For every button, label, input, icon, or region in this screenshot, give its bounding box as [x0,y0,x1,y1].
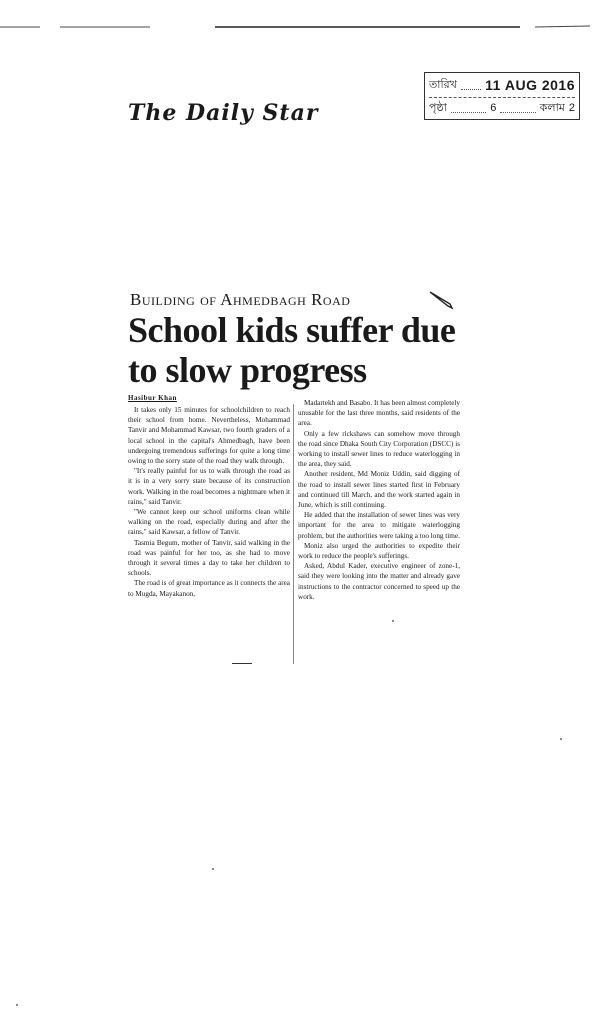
stamp-column-value: 2 [568,102,575,114]
stamp-page-value: 6 [490,102,497,114]
article-paragraph: Only a few rickshaws can somehow move through the road since Dhaka South City Corporation (DSCC) is working to install sewer lines to reduce waterlogging in the area, they said. [298,429,460,469]
scan-speck [16,1004,18,1006]
stamp-date-value: 11 AUG 2016 [485,77,575,93]
article-paragraph: "We cannot keep our school uniforms clean while walking on the road, especially during and after the rains," said Kawsar, a fellow of Tanvir. [128,508,290,537]
scan-top-edge-line [0,24,608,30]
stamp-date-row [429,75,575,95]
article-kicker: Building of Ahmedbagh Road [130,290,351,309]
stamp-column-label: কলাম [539,101,565,114]
article-column-2 [298,398,460,602]
article-paragraph: Madartekh and Basabo. It has been almost completely unusable for the last three months, said residents of the area. [298,399,460,428]
article-paragraph: Moniz also urged the authorities to expedite their work to reduce the people's sufferings. [298,541,460,561]
article-paragraph: Another resident, Md Moniz Uddin, said digging of the road to install sewer lines started first in February and continued till March, and the work started again in June, which is still continuing. [298,470,460,510]
article-paragraph: Tasmia Begum, mother of Tanvir, said walking in the road was painful for her too, as she had to move through it several times a day to take her children to schools. [128,538,290,578]
article-byline: Hasibur Khan [128,394,177,402]
stamp-dotted-line [451,104,486,113]
article-column-1 [128,405,290,599]
clipping-date-stamp [424,72,580,120]
stamp-page-row [429,97,575,118]
article-end-mark [232,663,252,664]
article-paragraph: "It's really painful for us to walk through the road as it is in a very sorry state because of its construction work. Walking in the road becomes a nightmare when it rains," said Tanvir. [128,467,290,506]
article-paragraph: It takes only 15 minutes for schoolchildren to reach their school from home. Nevertheless, Mohammad Tanvir and Mohammad Kawsar, two fourth graders of a local school in the capital's Ahmedbagh, have been undergoing tremendous sufferings for quite a long time owing to the sorry state of the road they walk through. [128,406,290,466]
stamp-dotted-line [461,81,481,90]
newspaper-masthead [128,100,318,126]
masthead-title: The Daily Star [128,100,319,126]
scan-speck [392,620,394,622]
stamp-page-label: পৃষ্ঠা [429,101,447,114]
article-headline: School kids suffer due to slow progress [128,310,456,390]
article-paragraph: He added that the installation of sewer lines was very important for the area to mitigate waterlogging problem, but the authorities were taking a too long time. [298,511,460,540]
column-divider [293,404,294,664]
scan-speck [560,738,562,740]
stamp-date-label: তারিখ [429,78,457,91]
stamp-dotted-line [500,104,535,113]
scan-speck [212,868,214,870]
scan-speck [388,560,390,562]
article-paragraph: Asked, Abdul Kader, executive engineer of zone-1, said they were looking into the matter and already gave instructions to the contractor concerned to speed up the work. [298,562,460,601]
pen-mark-icon [428,290,454,310]
article-paragraph: The road is of great importance as it connects the area to Mugda, Mayakanon, [128,579,290,598]
